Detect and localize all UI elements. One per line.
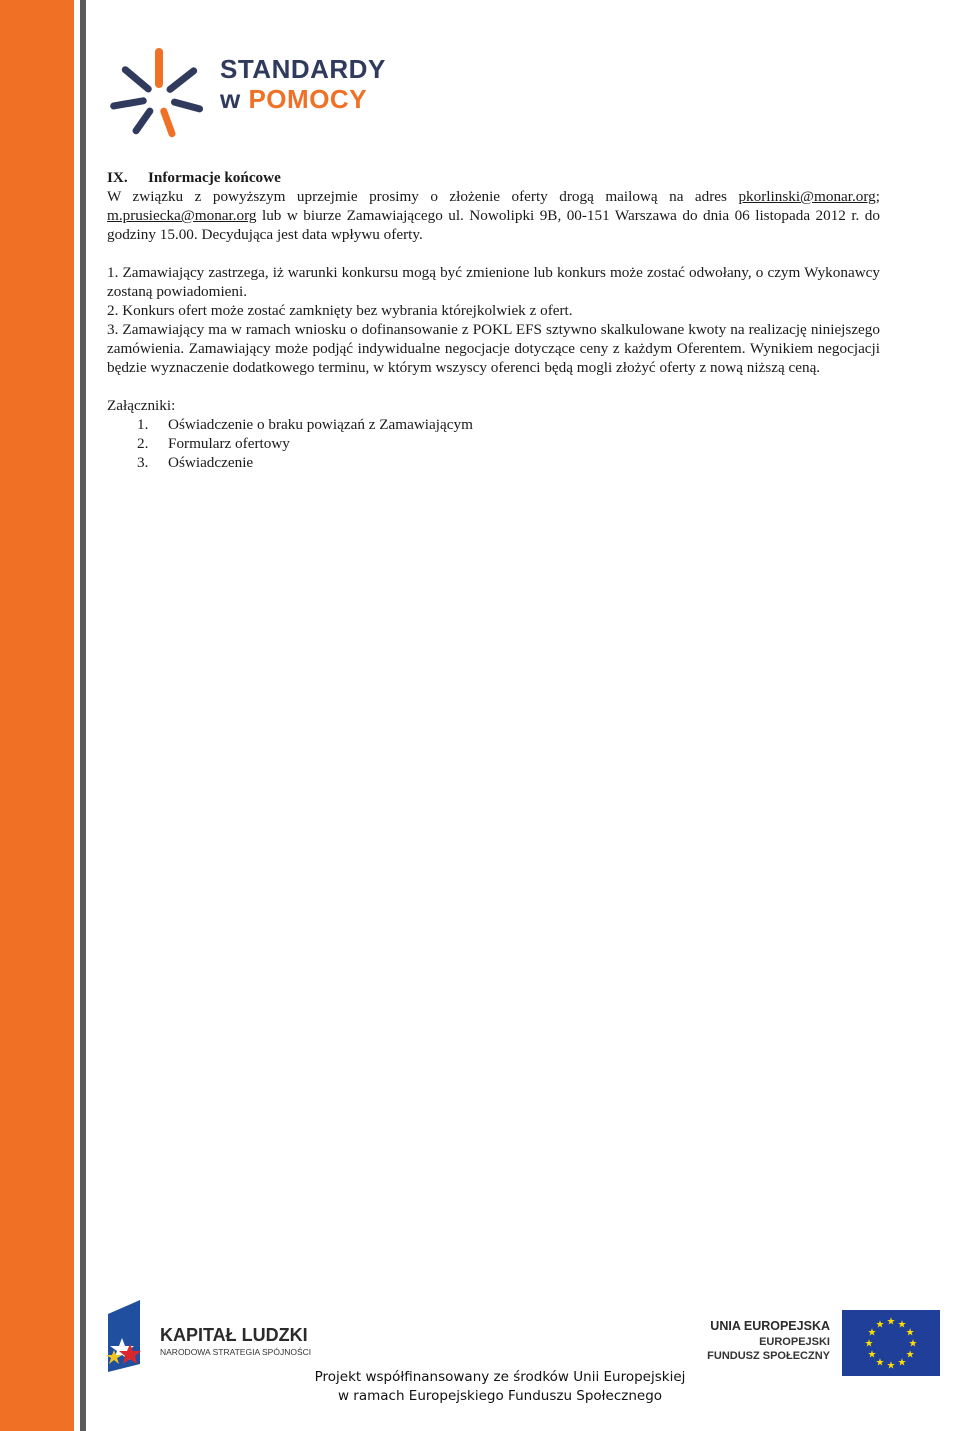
logo-line-standardy: STANDARDY [220, 54, 386, 84]
burst-spoke [136, 111, 150, 131]
star-burst-icon [104, 40, 214, 140]
attachments-list [107, 415, 880, 472]
email-link-2[interactable]: m.prusiecka@monar.org [107, 207, 257, 224]
fund-name-line2: FUNDUSZ SPOŁECZNY [707, 1350, 830, 1362]
cofinancing-line-1: Projekt współfinansowany ze środków Unii Europejskiej [314, 1369, 686, 1385]
intro-text-1: W związku z powyższym uprzejmie prosimy o złożenie oferty drogą mailową na adres [107, 188, 727, 205]
attachment-item [107, 453, 880, 472]
logo-line-w-pomocy [220, 86, 367, 112]
section-heading [107, 168, 880, 187]
attachment-item [107, 434, 880, 453]
spacer [107, 244, 880, 263]
burst-spoke [164, 111, 172, 134]
eu-name: UNIA EUROPEJSKA [710, 1319, 830, 1333]
dark-stripe [80, 0, 86, 1431]
attachment-number: 3. [137, 454, 149, 471]
kapital-ludzki-logo-icon [100, 1300, 156, 1380]
document-body [107, 168, 880, 472]
side-stripe [0, 0, 86, 1431]
standardy-w-pomocy-logo [104, 40, 394, 150]
eu-star: ★ [908, 1338, 918, 1350]
submission-paragraph [107, 187, 880, 244]
eu-star: ★ [886, 1360, 896, 1372]
spacer [107, 377, 880, 396]
eu-flag-icon [842, 1310, 940, 1376]
eu-star: ★ [905, 1349, 915, 1361]
email-link-1[interactable]: pkorlinski@monar.org [738, 188, 876, 205]
burst-spoke [174, 102, 199, 109]
attachment-number: 1. [137, 416, 149, 433]
eu-star: ★ [905, 1327, 915, 1339]
eu-star: ★ [867, 1349, 877, 1361]
section-number: IX. [107, 169, 128, 186]
eu-star: ★ [875, 1319, 885, 1331]
email-separator: ; [875, 188, 880, 205]
eu-star: ★ [897, 1357, 907, 1369]
eu-efs-logo [690, 1308, 940, 1378]
logo-word-w: w [220, 84, 241, 114]
cofinancing-note [300, 1368, 700, 1406]
section-title: Informacje końcowe [148, 169, 281, 186]
kapital-ludzki-subtitle: NARODOWA STRATEGIA SPÓJNOŚCI [160, 1347, 312, 1357]
attachment-text: Oświadczenie o braku powiązań z Zamawiającym [168, 416, 473, 433]
burst-spoke [170, 71, 194, 89]
point-1: 1. Zamawiający zastrzega, iż warunki konkursu mogą być zmienione lub konkurs może zostać odwołany, o czym Wykonawcy zostaną powiadomieni. [107, 264, 880, 300]
attachments-label: Załączniki: [107, 397, 176, 414]
eu-star: ★ [886, 1316, 896, 1328]
eu-star: ★ [864, 1338, 874, 1350]
attachment-item [107, 415, 880, 434]
burst-spoke [125, 70, 148, 89]
attachment-text: Formularz ofertowy [168, 435, 290, 452]
cofinancing-line-2: w ramach Europejskiego Funduszu Społecznego [337, 1388, 663, 1404]
intro-text-2: lub w biurze Zamawiającego ul. Nowolipki 9B, 00-151 Warszawa do dnia 06 listopada 2012 r. do godziny 15.00. Decydująca jest data wpływu oferty. [107, 207, 880, 243]
eu-star: ★ [897, 1319, 907, 1331]
eu-star: ★ [867, 1327, 877, 1339]
fund-name-line1: EUROPEJSKI [759, 1336, 830, 1348]
orange-stripe [0, 0, 74, 1431]
kapital-ludzki-name: KAPITAŁ LUDZKI [160, 1325, 308, 1345]
point-3: 3. Zamawiający ma w ramach wniosku o dofinansowanie z POKL EFS sztywno skalkulowane kwoty na realizację niniejszego zamówienia. Zamawiający może podjąć indywidualne negocjacje dotyczące ceny z każdym Oferentem. Wynikiem negocjacji będzie wyznaczenie dodatkowego terminu, w którym wszyscy oferenci będą mogli złożyć oferty z nową niższą ceną. [107, 321, 880, 376]
burst-spoke [114, 101, 144, 106]
eu-star: ★ [875, 1357, 885, 1369]
attachment-number: 2. [137, 435, 149, 452]
logo-word-pomocy: POMOCY [248, 84, 368, 114]
point-2: 2. Konkurs ofert może zostać zamknięty bez wybrania którejkolwiek z ofert. [107, 302, 573, 319]
attachment-text: Oświadczenie [168, 454, 254, 471]
